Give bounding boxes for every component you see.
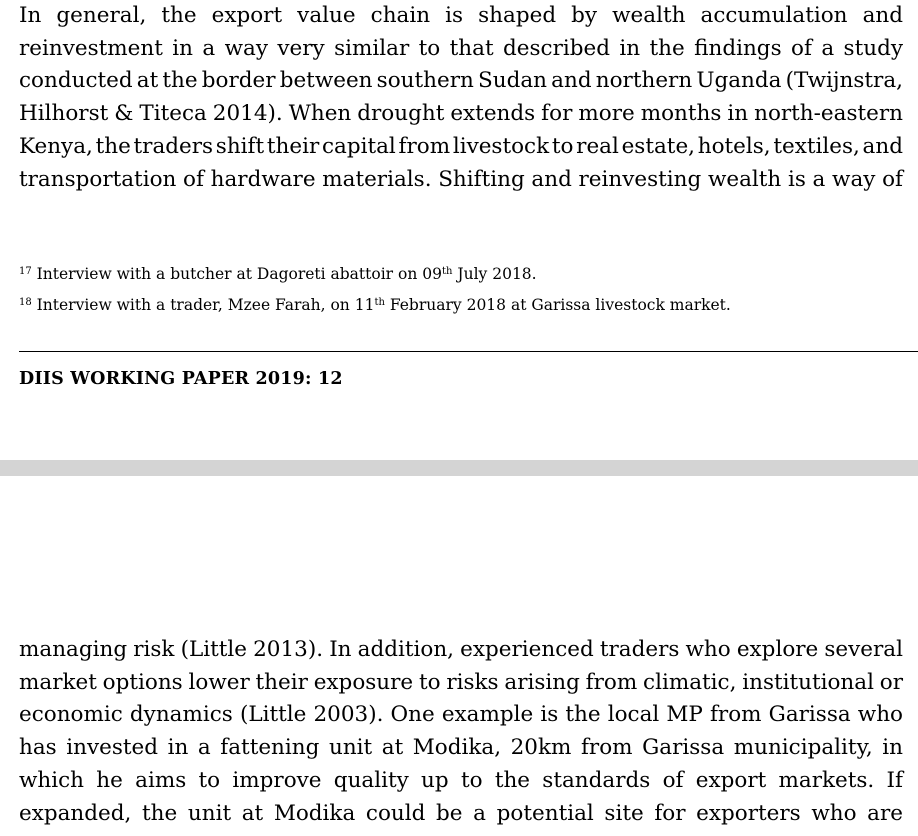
running-footer: DIIS WORKING PAPER 2019: 12 [19, 369, 343, 389]
footnote-18 [19, 290, 899, 321]
paragraph-line: which he aims to improve quality up to the standards of export markets. If [19, 767, 903, 793]
paragraph-line: Kenya, the traders shift their capital from livestock to real estate, hotels, textiles, and [19, 133, 903, 159]
document-page-lower [0, 476, 918, 836]
paragraph-line: transportation of hardware materials. Shifting and reinvesting wealth is a way of [19, 166, 903, 192]
paragraph-line: economic dynamics (Little 2003). One example is the local MP from Garissa who [19, 702, 903, 728]
paragraph-line: market options lower their exposure to risks arising from climatic, institutional or [19, 669, 903, 695]
footer-divider [19, 351, 918, 352]
paragraph-line: has invested in a fattening unit at Modika, 20km from Garissa municipality, in [19, 735, 903, 761]
footnote-text: Interview with a butcher at Dagoreti abattoir on 09 [36, 265, 442, 283]
ordinal-suffix: th [441, 266, 453, 277]
footnotes [19, 259, 899, 321]
paragraph-line: reinvestment in a way very similar to that described in the findings of a study [19, 35, 903, 61]
body-paragraph-continuation [19, 634, 903, 830]
ordinal-suffix: th [374, 297, 385, 308]
paragraph-line: managing risk (Little 2013). In addition, experienced traders who explore several [19, 637, 903, 662]
footnote-text-end: February 2018 at Garissa livestock market. [384, 296, 731, 314]
page-separator [0, 460, 918, 476]
footnote-text-end: July 2018. [452, 265, 537, 283]
footnote-17 [19, 259, 899, 290]
footnote-text: Interview with a trader, Mzee Farah, on 11 [36, 296, 375, 314]
footnote-number: 18 [19, 297, 32, 308]
paragraph-line: expanded, the unit at Modika could be a potential site for exporters who are [19, 800, 903, 826]
footnote-number: 17 [19, 266, 32, 277]
paragraph-line: conducted at the border between southern Sudan and northern Uganda (Twijnstra, [19, 68, 903, 94]
body-paragraph-continued [19, 0, 903, 196]
paragraph-line: In general, the export value chain is shaped by wealth accumulation and [19, 3, 903, 28]
paragraph-line: Hilhorst & Titeca 2014). When drought extends for more months in north-eastern [19, 101, 903, 127]
